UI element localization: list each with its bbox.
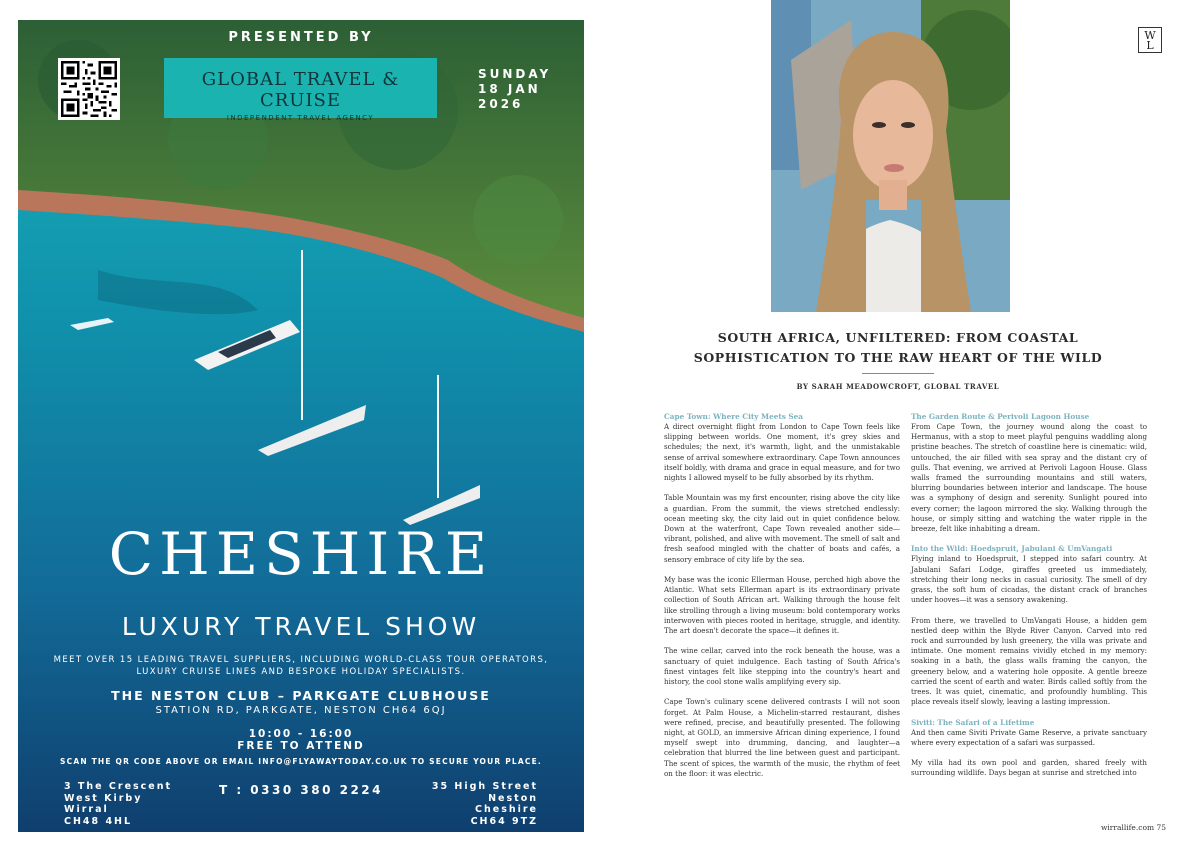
section-heading: Siviti: The Safari of a Lifetime — [911, 717, 1035, 727]
show-title: CHESHIRE — [108, 520, 494, 588]
paragraph: Table Mountain was my first encounter, rising above the city like a guardian. From the summit, the views stretched endlessly: ocean meeting sky, the city laid out in quiet confidence below. Down at the waterfront, Cape Town revealed another side—vibrant, polished, and alive with movement. The smell of salt and fresh seafood mingled with the chatter of boats and cafés, a sensory embrace of city life by the sea. — [664, 493, 900, 564]
show-time: 10:00 - 16:00 — [248, 728, 354, 740]
article-column-2 — [911, 412, 1147, 788]
paragraph: My base was the iconic Ellerman House, perched high above the Atlantic. What sets Ellerman apart is its extraordinary private collection of South African art. Walking through the house felt like strolling through a living museum: bold contemporary works interwoven with pieces rooted in heritage, struggle, and identity. The art doesn't decorate the space—it defines it. — [664, 575, 900, 636]
address-line: Wirral — [64, 804, 109, 815]
show-subtitle: LUXURY TRAVEL SHOW — [121, 612, 481, 641]
headline-line: SOUTH AFRICA, UNFILTERED: FROM COASTAL — [717, 330, 1079, 345]
paragraph: From there, we travelled to UmVangati House, a hidden gem nestled deep within the Blyde River Canyon. Carved into red rock and surrounded by lush greenery, the villa was private and intimate. One moment remains vividly etched in my memory: soaking in a bath, the glass walls framing the canyon, the greenery below, and a watering hole opposite. A gentle breeze carried the scent of earth and water. Birds called softly from the trees. It was quiet, cinematic, and profoundly humbling. This place reveals itself slowly, leaving a lasting impression. — [911, 615, 1147, 707]
article-column-1 — [664, 412, 900, 789]
paragraph: And then came Siviti Private Game Reserve, a private sanctuary where every expectation of a safari was surpassed. — [911, 727, 1147, 747]
magazine-logo-icon — [1138, 27, 1162, 53]
paragraph: Cape Town's culinary scene delivered contrasts I will not soon forget. At Palm House, a Michelin-starred restaurant, dishes were refined, precise, and beautifully presented. The following night, at GOLD, an immersive African dining experience, I found myself swept into drumming, dancing, and laughter—a celebration that blurred the line between guest and participant. The scent of spices, the warmth of the music, the rhythm of feet on the floor: it was electric. — [664, 697, 900, 778]
address-line: 35 High Street — [431, 781, 538, 792]
article-headline — [660, 328, 1136, 368]
logo-letter: W — [1144, 29, 1156, 42]
global-travel-logo — [164, 58, 437, 122]
admission-label: FREE TO ATTEND — [237, 740, 365, 752]
branch-address-neston — [432, 781, 538, 827]
paragraph: Flying inland to Hoedspruit, I stepped into safari country. At Jabulani Safari Lodge, giraffes greeted us immediately, stretching their long necks in casual curiosity. The smell of dry grass, the soft hum of cicadas, the distant crack of branches under hooves—it was a sensory awakening. — [911, 554, 1147, 605]
headline-divider — [862, 373, 934, 374]
venue-name: THE NESTON CLUB – PARKGATE CLUBHOUSE — [111, 688, 491, 703]
event-day: SUNDAY — [478, 67, 552, 81]
address-line: West Kirby — [64, 792, 143, 804]
section-heading: Into the Wild: Hoedspruit, Jabulani & UmVangati — [911, 544, 1113, 554]
qr-code-icon[interactable] — [58, 58, 120, 120]
page-folio: wirrallife.com 75 — [1100, 823, 1166, 832]
paragraph: From Cape Town, the journey wound along the coast to Hermanus, with a stop to meet playful penguins waddling along pristine beaches. The stretch of coastline here is cinematic: wild, untouched, the air filled with sea spray and the distant cry of gulls. That evening, we arrived at Perivoli Lagoon House. Glass walls framed the surrounding mountains and still waters, blurring boundaries between interior and landscape. The house was a symphony of design and serenity. Sunlight poured into every corner; the lagoon mirrored the sky. Walking through the house, or simply sitting and watching the water ripple in the breeze, felt like inhabiting a dream. — [911, 422, 1147, 534]
show-description: MEET OVER 15 LEADING TRAVEL SUPPLIERS, INCLUDING WORLD-CLASS TOUR OPERATORS, LUXURY CRUISE LINES AND BESPOKE HOLIDAY SPECIALISTS. — [53, 655, 549, 677]
venue-address: STATION RD, PARKGATE, NESTON CH64 6QJ — [155, 705, 447, 716]
event-date — [478, 67, 568, 112]
event-day-month: 18 JAN — [478, 82, 541, 96]
author-portrait-photo — [771, 0, 1010, 312]
logo-letter: L — [1146, 39, 1154, 52]
address-line: 3 The Crescent — [64, 781, 173, 792]
address-line: CH64 9TZ — [470, 815, 538, 827]
section-heading: The Garden Route & Perivoli Lagoon House — [911, 412, 1090, 421]
paragraph: The wine cellar, carved into the rock beneath the house, was a sanctuary of quiet indulgence. Each tasting of South Africa's finest vintages felt like stepping into the country's heart and history, the cool stone walls amplifying every sip. — [664, 646, 900, 687]
travel-show-advert — [18, 20, 584, 832]
logo-tagline: INDEPENDENT TRAVEL AGENCY — [226, 114, 375, 122]
event-year: 2026 — [478, 97, 524, 111]
address-line: Neston — [488, 792, 538, 804]
presented-by-label: PRESENTED BY — [228, 30, 374, 45]
logo-name: GLOBAL TRAVEL & CRUISE — [201, 69, 400, 111]
address-line: Cheshire — [475, 804, 538, 815]
address-line: CH48 4HL — [64, 815, 133, 827]
paragraph: A direct overnight flight from London to Cape Town feels like slipping between worlds. One moment, it's grey skies and schedules; the next, it's warmth, light, and the unmistakable sense of arrival somewhere extraordinary. Cape Town announces itself boldly, with drama and grace in equal measure, and for two nights I allowed myself to be fully absorbed by its rhythm. — [664, 422, 900, 483]
article-byline: BY SARAH MEADOWCROFT, GLOBAL TRAVEL — [796, 382, 1000, 391]
scan-instructions: SCAN THE QR CODE ABOVE OR EMAIL INFO@FLYAWAYTODAY.CO.UK TO SECURE YOUR PLACE. — [60, 757, 542, 766]
section-heading: Cape Town: Where City Meets Sea — [664, 412, 804, 421]
paragraph: My villa had its own pool and garden, shared freely with surrounding wildlife. Days began at sunrise and stretched into — [911, 758, 1147, 778]
headline-line: SOPHISTICATION TO THE RAW HEART OF THE WILD — [693, 350, 1103, 365]
phone-number[interactable]: T : 0330 380 2224 — [218, 783, 384, 797]
